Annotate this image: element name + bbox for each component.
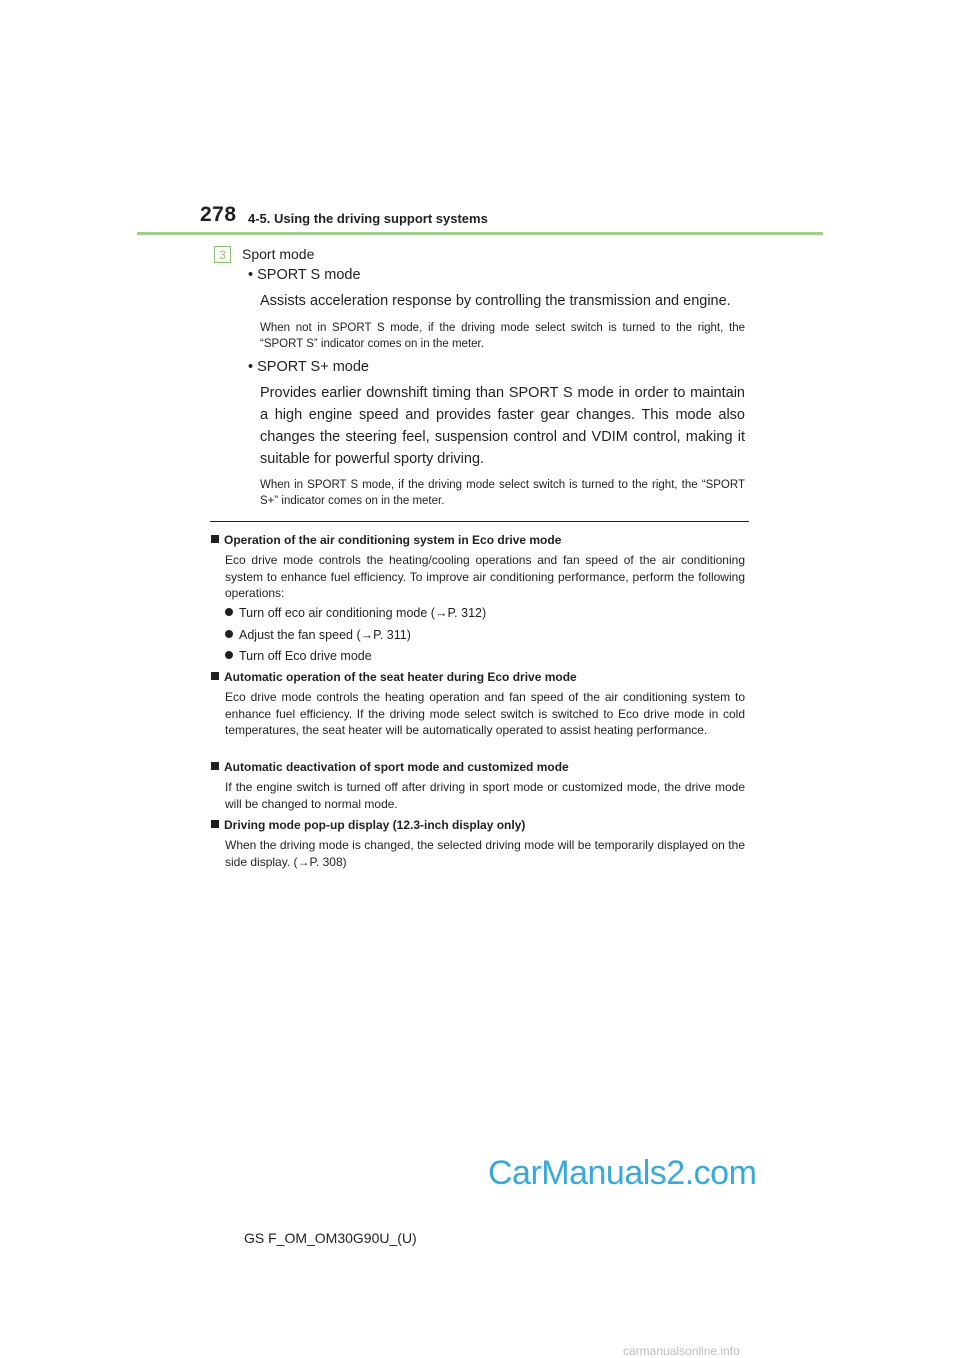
air-con-heading xyxy=(211,532,561,548)
sport-s-plus-body: Provides earlier downshift timing than SPORT S mode in order to maintain a high engine speed and provides faster gear changes. This mode also changes the steering feel, suspension control and VDIM control, making it suitable for powerful sporty driving. xyxy=(260,385,745,467)
sport-s-plus-label: • SPORT S+ mode xyxy=(248,359,369,375)
deactivation-heading xyxy=(211,759,569,775)
list-item xyxy=(225,648,372,664)
separator-rule xyxy=(210,521,749,522)
bullet-dot-icon xyxy=(225,651,233,659)
seat-heater-heading-text: Automatic operation of the seat heater during Eco drive mode xyxy=(224,670,577,684)
deactivation-heading-text: Automatic deactivation of sport mode and customized mode xyxy=(224,760,569,774)
deactivation-body: If the engine switch is turned off after driving in sport mode or customized mode, the drive mode will be changed to normal mode. xyxy=(225,780,745,811)
list-item-text: Adjust the fan speed (→P. 311) xyxy=(239,628,411,642)
list-item xyxy=(225,627,411,643)
sport-s-body: Assists acceleration response by controlling the transmission and engine. xyxy=(260,293,731,309)
seat-heater-body: Eco drive mode controls the heating operation and fan speed of the air conditioning system to enhance fuel efficiency. If the driving mode select switch is switched to Eco drive mode in cold temperatures, the seat heater will be automatically operated to assist heating performance. xyxy=(225,690,745,737)
header-rule xyxy=(137,232,823,235)
popup-heading xyxy=(211,817,525,833)
square-bullet-icon xyxy=(211,762,219,770)
watermark-logo: CarManuals2.com xyxy=(488,1154,757,1192)
list-item-text: Turn off eco air conditioning mode (→P. 312) xyxy=(239,606,487,620)
page-number: 278 xyxy=(200,203,237,226)
sport-s-label: • SPORT S mode xyxy=(248,267,361,283)
popup-body: When the driving mode is changed, the selected driving mode will be temporarily displayed on the side display. (→P. 308) xyxy=(225,838,745,869)
item-title: Sport mode xyxy=(242,246,315,262)
bullet-dot-icon xyxy=(225,630,233,638)
footer-source: carmanualsonline.info xyxy=(623,1344,740,1358)
square-bullet-icon xyxy=(211,535,219,543)
item-number-badge: 3 xyxy=(214,246,231,263)
air-con-heading-text: Operation of the air conditioning system in Eco drive mode xyxy=(224,533,562,547)
bullet-dot-icon xyxy=(225,608,233,616)
popup-heading-text: Driving mode pop-up display (12.3-inch display only) xyxy=(224,818,526,832)
sport-s-note: When not in SPORT S mode, if the driving mode select switch is turned to the right, the “SPORT S” indicator comes on in the meter. xyxy=(260,322,745,350)
sport-s-plus-note: When in SPORT S mode, if the driving mode select switch is turned to the right, the “SPORT S+” indicator comes on in the meter. xyxy=(260,479,745,507)
square-bullet-icon xyxy=(211,672,219,680)
list-item-text: Turn off Eco drive mode xyxy=(239,649,372,663)
air-con-body: Eco drive mode controls the heating/cooling operations and fan speed of the air conditioning system to enhance fuel efficiency. To improve air conditioning performance, perform the following operations: xyxy=(225,553,745,600)
square-bullet-icon xyxy=(211,820,219,828)
section-title: 4-5. Using the driving support systems xyxy=(248,211,488,226)
footer-doc-code: GS F_OM_OM30G90U_(U) xyxy=(244,1230,417,1246)
seat-heater-heading xyxy=(211,669,577,685)
list-item xyxy=(225,605,486,621)
